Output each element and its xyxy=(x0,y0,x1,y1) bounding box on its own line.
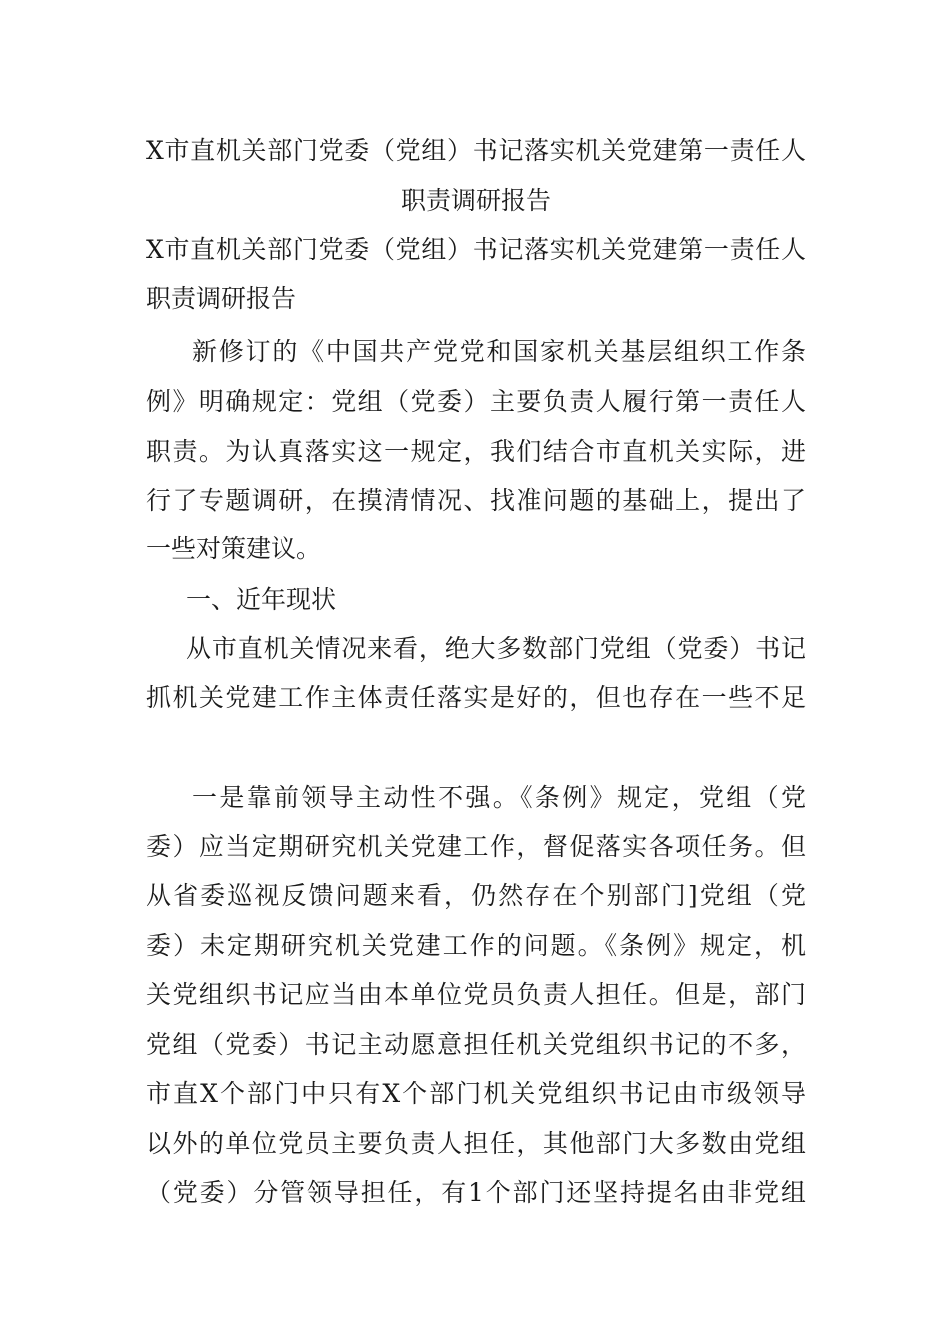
intro-paragraph-line: 行了专题调研，在摸清情况、找准问题的基础上，提出了 xyxy=(146,486,806,515)
document-heading-line-2: 职责调研报告 xyxy=(146,284,297,313)
intro-paragraph-line: 一些对策建议。 xyxy=(146,534,322,563)
point-1-paragraph-line: 党组（党委）书记主动愿意担任机关党组织书记的不多， xyxy=(146,1030,806,1059)
point-1-paragraph-line: 以外的单位党员主要负责人担任，其他部门大多数由党组 xyxy=(146,1129,806,1158)
intro-paragraph-line: 新修订的《中国共产党党和国家机关基层组织工作条 xyxy=(192,337,806,366)
intro-paragraph-line: 例》明确规定：党组（党委）主要负责人履行第一责任人 xyxy=(146,387,806,416)
section-1-heading: 一、近年现状 xyxy=(186,585,337,614)
section-1-paragraph-line: 抓机关党建工作主体责任落实是好的，但也存在一些不足 xyxy=(146,683,806,712)
section-1-paragraph-line: 从市直机关情况来看，绝大多数部门党组（党委）书记 xyxy=(186,634,806,663)
intro-paragraph-line: 职责。为认真落实这一规定，我们结合市直机关实际，进 xyxy=(146,437,806,466)
point-1-paragraph-line: 一是靠前领导主动性不强。《条例》规定，党组（党 xyxy=(192,783,806,812)
document-title-line-1: X市直机关部门党委（党组）书记落实机关党建第一责任人 xyxy=(146,136,806,165)
document-heading-line-1: X市直机关部门党委（党组）书记落实机关党建第一责任人 xyxy=(146,235,806,264)
point-1-paragraph-line: 委）未定期研究机关党建工作的问题。《条例》规定，机 xyxy=(146,931,806,960)
point-1-paragraph-line: 市直X个部门中只有X个部门机关党组织书记由市级领导 xyxy=(146,1079,806,1108)
document-title-line-2: 职责调研报告 xyxy=(400,186,551,215)
point-1-paragraph-line: 从省委巡视反馈问题来看，仍然存在个别部门]党组（党 xyxy=(146,881,806,910)
point-1-paragraph-line: 委）应当定期研究机关党建工作，督促落实各项任务。但 xyxy=(146,832,806,861)
point-1-paragraph-line: （党委）分管领导担任，有1个部门还坚持提名由非党组 xyxy=(146,1178,806,1207)
point-1-paragraph-line: 关党组织书记应当由本单位党员负责人担任。但是，部门 xyxy=(146,980,806,1009)
